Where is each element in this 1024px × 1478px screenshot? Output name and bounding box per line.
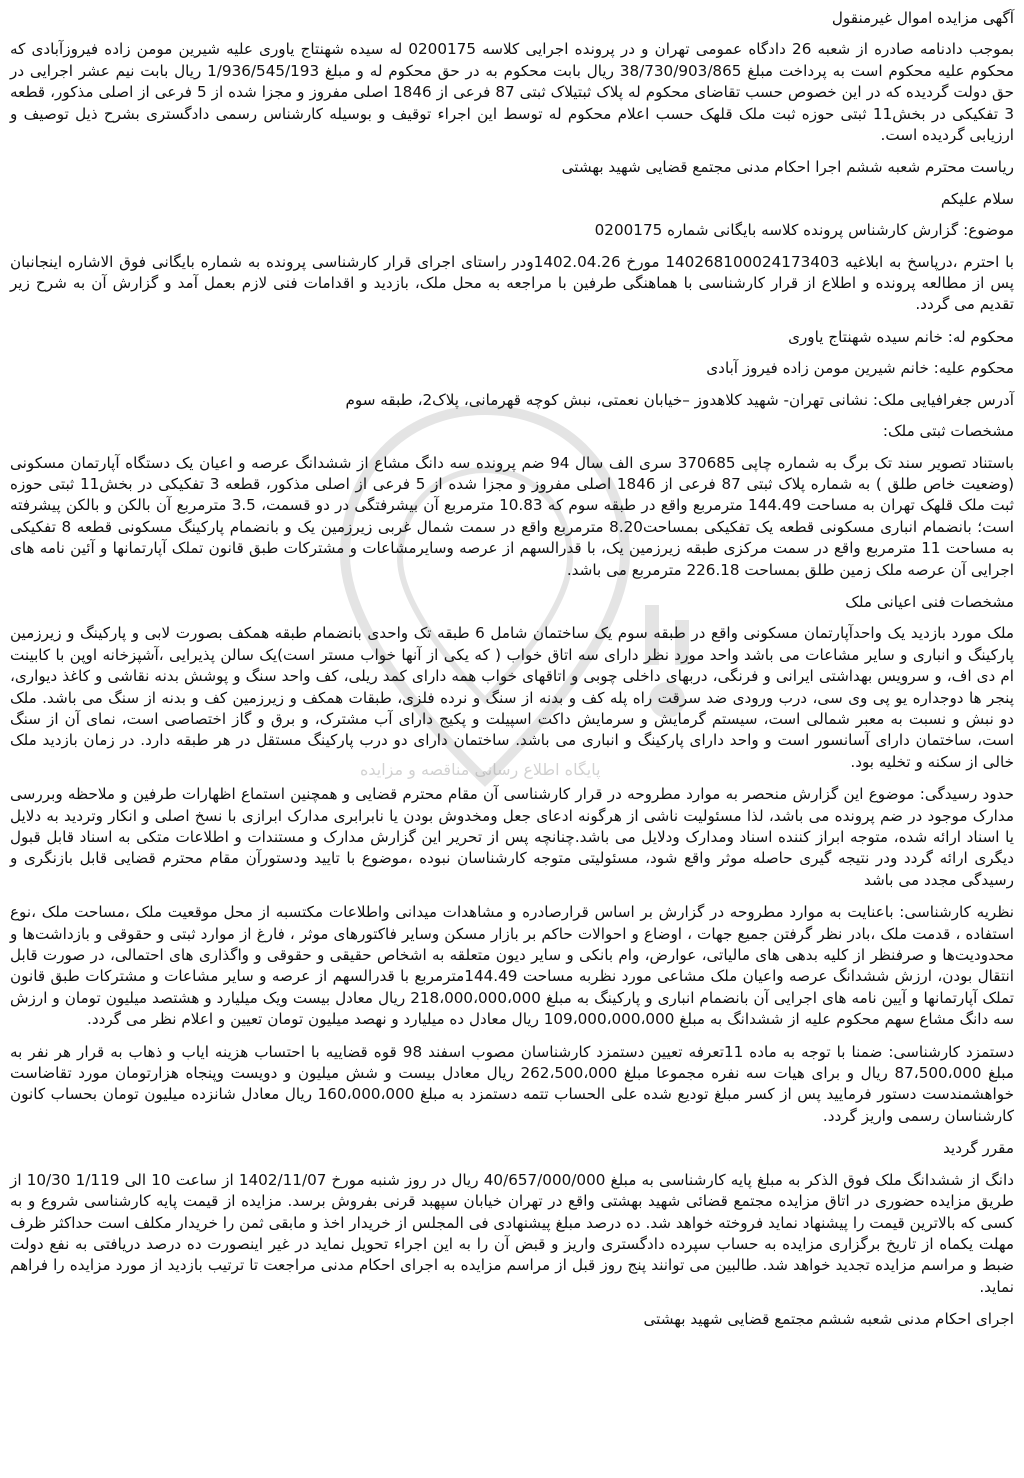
signature-line: اجرای احکام مدنی شعبه ششم مجتمع قضایی شهید بهشتی bbox=[643, 1310, 1014, 1329]
technical-heading: مشخصات فنی اعیانی ملک bbox=[845, 592, 1014, 611]
scope-paragraph: حدود رسیدگی: موضوع این گزارش منحصر به موارد مطروحه در قرار کارشناسی آن مقام محترم قضایی و همچنین استماع اظهارات طرفین و ملاحظه وبررسی مدارک موجود در ضم پرونده می باشد، لذا مسئولیت ناشی از هرگونه ادعای جعل ومخدوش بودن یا نابرابری مدارک ابرازی با نسخ اصلی و انکار وتردید به دلایل یا اسناد ارائه شده، متوجه ابراز کننده اسناد ومدارک ودلایل می باشد.چنانچه پس از تحریر این گزارش مدارک و مستندات و اطلاعات متکی به اسناد قابل قبول دیگری ارائه گردد ودر نتیجه گیری حاصله موثر واقع شود، مسئولیتی متوجه کارشناسان نبوده ،موضوع با تایید ودستورآن مقام محترم قضایی قابل بازنگری و رسیدگی مجدد می باشد bbox=[10, 785, 1014, 889]
respect-paragraph: با احترم ،درپاسخ به ابلاغیه 140268100024173403 مورخ 1402.04.26ودر راستای اجرای قرار کارشناسی پرونده به شماره بایگانی فوق الاشاره اینجانبان پس از مطالعه پرونده و اطلاع از قرار کارشناسی با هماهنگی طرفین با مراجعه به محل ملک، بازدید و اقدامات فنی لازم بعمل آمد و گزارش آن به شرح زیر تقدیم می گردد. bbox=[10, 252, 1014, 314]
addressee: ریاست محترم شعبه ششم اجرا احکام مدنی مجتمع قضایی شهید بهشتی bbox=[561, 158, 1014, 177]
watermark-text: پایگاه اطلاع رسانی مناقصه و مزایده bbox=[360, 760, 601, 779]
mahkum-leh: محکوم له: خانم سیده شهنتاج یاوری bbox=[788, 327, 1014, 346]
notice-title: آگهی مزایده اموال غیرمنقول bbox=[831, 9, 1014, 27]
opinion-paragraph: نظریه کارشناسی: باعنایت به موارد مطروحه در گزارش بر اساس قرارصادره و مشاهدات میدانی واطلاعات مکتسبه از محل موقعیت ملک ،مساحت ملک ،نوع استفاده ، قدمت ملک ،بادر نظر گرفتن جمیع جهات ، اوضاع و احوالات حاکم بر بازار مسکن وسایر فاکتورهای موثر ، فارغ از موارد ثبتی و حقوقی و بازداشت‌ها و محدودیت‌ها و صرفنظر از کلیه بدهی های مالیاتی، عوارض، وام بانکی و سایر دیون متعلقه به اشخاص حقیقی و حقوقی و واگذاری های احتمالی، در صورت قابل انتقال بودن، ارزش ششدانگ عرصه واعیان ملک مشاعی مورد نظربه مساحت 144.49مترمربع با قدرالسهم از عرصه و سایر مشاعات و مشترکات طبق قانون تملک آپارتمانها و آیین نامه های اجرایی آن بانضمام انباری و پارکینگ به مبلغ 218،000،000،000 ریال معادل بیست ویک میلیارد و هشتصد میلیون تومان و ارزش سه دانگ مشاع سهم محکوم علیه از ششدانگ به مبلغ 109،000،000،000 ریال معادل ده میلیارد و نهصد میلیون تومان تعیین و اعلام نظر می گردد. bbox=[10, 903, 1015, 1029]
subject-line: موضوع: گزارش کارشناس پرونده کلاسه بایگانی شماره 0200175 bbox=[594, 221, 1014, 240]
mahkum-alayh: محکوم علیه: خانم شیرین مومن زاده فیروز آبادی bbox=[706, 359, 1014, 378]
fee-paragraph: دستمزد کارشناسی: ضمنا با توجه به ماده 11تعرفه تعیین دستمزد کارشناسان مصوب اسفند 98 قوه قضاییه با احتساب هزینه ایاب و ذهاب به قرار هر نفر به مبلغ 87،500،000 ریال و برای هیات سه نفره مجموعا مبلغ 262،500،000 ریال معادل بیست و شش میلیون و دویست وپنجاه هزارتومان مورد تقاضاست خواهشمندست دستور فرمایید پس از کسر مبلغ تودیع شده علی الحساب تتمه دستمزد به مبلغ 160،000،000 ریال معادل شانزده میلیون تومان بحساب کانون کارشناسان رسمی واریز گردد. bbox=[10, 1042, 1014, 1125]
greeting: سلام علیکم bbox=[940, 189, 1014, 208]
property-address: آدرس جغرافیایی ملک: نشانی تهران- شهید کلاهدوز –خیابان نعمتی، نبش کوچه قهرمانی، پلاک2، طبقه سوم bbox=[345, 390, 1014, 409]
registry-heading: مشخصات ثبتی ملک: bbox=[882, 422, 1014, 441]
decree-paragraph: دانگ از ششدانگ ملک فوق الذکر به مبلغ پایه کارشناسی به مبلغ 40/657/000/000 ریال در روز شنبه مورخ 1402/11/07 از ساعت 10 الی 1/119 10/30 از طریق مزایده حضوری در اتاق مزایده مجتمع قضائی شهید بهشتی واقع در تهران خیابان سپهبد قرنی بفروش برسد. مزایده از قیمت پایه کارشناسی شروع و به کسی که بالاترین قیمت را پیشنهاد نماید فروخته خواهد شد. ده درصد مبلغ پیشنهادی فی المجلس از خریدار اخذ و مابقی ثمن را خریدار مکلف است حداکثر ظرف مهلت یکماه از تاریخ برگزاری مزایده به حساب سپرده دادگستری واریز و قبض آن را به این اجراء تحویل نماید در غیر اینصورت ده درصد دریافتی به نفع دولت ضبط و مراسم مزایده تجدید خواهد شد. طالبین می توانند پنج روز قبل از مراسم مزایده به اجرای احکام مدنی مراجعت تا ترتیب بازدید از مورد مزایده را فراهم نماید. bbox=[10, 1170, 1014, 1296]
decree-heading: مقرر گردید bbox=[943, 1139, 1014, 1158]
intro-paragraph: بموجب دادنامه صادره از شعبه 26 دادگاه عمومی تهران و در پرونده اجرایی کلاسه 0200175 له سیده شهنتاج یاوری علیه شیرین مومن زاده فیروزآبادی که محکوم علیه محکوم است به پرداخت مبلغ 38/730/903/865 ریال بابت محکوم به در حق محکوم له و مبلغ 1/936/545/193 ریال بابت نیم عشر اجرایی در حق دولت گردیده که در این خصوص حسب تقاضای محکوم له پلاک ثبتیلاک ثبتی 87 فرعی از 1846 اصلی مفروز و مجزا شده از 5 فرعی از اصلی مذکور، قطعه 3 تفکیکی در بخش11 ثبتی حوزه ثبت ملک قلهک حسب اعلام محکوم له توسط این اجراء توقیف و بوسیله کارشناس رسمی دادگستری بشرح ذیل توصیف و ارزیابی گردیده است. bbox=[10, 40, 1015, 145]
registry-paragraph: باستناد تصویر سند تک برگ به شماره چاپی 370685 سری الف سال 94 ضم پرونده سه دانگ مشاع از ششدانگ عرصه و اعیان یک دستگاه آپارتمان مسکونی (وضعیت خاص طلق ) به شماره پلاک ثبتی 87 فرعی از 1846 اصلی مفروز و مجزا شده از 5 فرعی از اصلی مذکور، قطعه 3 تفکیکی در بخش11 ثبتی حوزه ثبت ملک قلهک تهران به مساحت 144.49 مترمربع واقع در طبقه سوم که 10.83 مترمربع آن بیشرفتگی در دو قسمت، 3.5 مترمربع آن بالکن و بالکن پیشرفته است؛ بانضمام انباری مسکونی قطعه یک تفکیکی بمساحت8.20 مترمربع واقع در سمت شمال غربی زیرزمین یک و بانضمام پارکینگ مسکونی قطعه 8 تفکیکی به مساحت 11 مترمربع واقع در سمت مرکزی طبقه زیرزمین یک، با قدرالسهم از عرصه وسایرمشاعات و مشترکات طبق قانون تملک آپارتمانها و آئین نامه های اجرایی آن عرصه ملک زمین طلق بمساحت 226.18 مترمربع می باشد. bbox=[10, 453, 1015, 579]
technical-paragraph: ملک مورد بازدید یک واحدآپارتمان مسکونی واقع در طبقه سوم یک ساختمان شامل 6 طبقه تک واحدی بانضمام طبقه همکف بصورت لابی و پارکینگ و زیرزمین پارکینگ و انباری و سایر مشاعات می باشد واحد مورد نظر دارای سه اتاق خواب ( که یکی از آنها خواب مستر است)یک سالن پذیرایی ،آشپزخانه اوپن با کابینت ام دی اف، و سرویس بهداشتی ایرانی و فرنگی، دربهای داخلی چوبی و اتاقهای خواب همه دارای کمد ریلی، کف واحد سنگ و پوشش بدنه نقاشی و کاغذ دیواری، پنجر ها دوجداره یو پی وی سی، درب ورودی ضد سرقت راه پله کف و بدنه از سنگ و نرده فلزی، طبقات همکف و زیرزمین کف و بدنه از سنگ می باشد. ملک دو نبش و نسبت به معبر شمالی است، سیستم گرمایش و سرمایش داکت اسپیلت و پکیج دارای آب مشترک، و برق و گاز اختصاصی است، نمای آن از سنگ است، ساختمان دارای آسانسور است و واحد دارای پارکینگ و انباری می باشد. ساختمان دارای دو درب پارکینگ مستقل در هر طبقه دارد. در زمان بازدید ملک خالی از سکنه و تخلیه بود. bbox=[10, 624, 1014, 771]
